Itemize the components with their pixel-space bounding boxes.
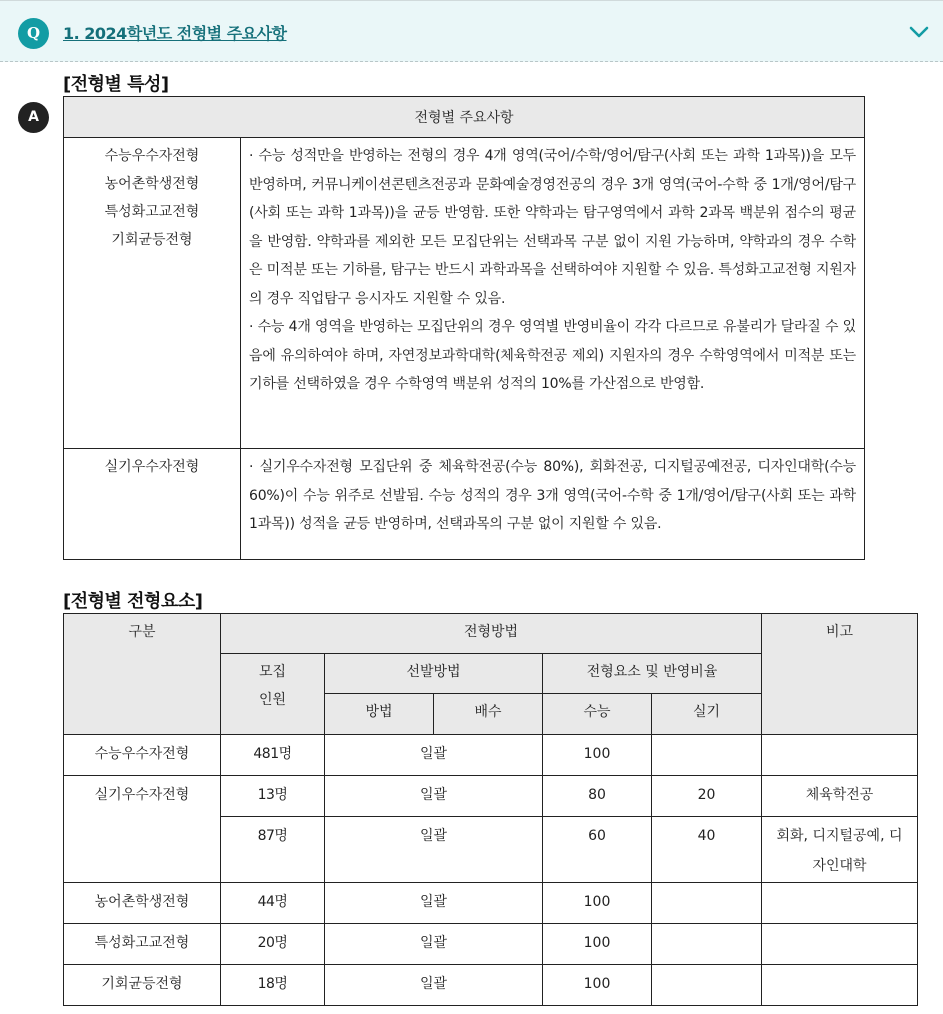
header-category: 구분 (64, 614, 221, 735)
remarks-cell (762, 924, 918, 965)
table-row (64, 138, 865, 449)
method-cell: 일괄 (325, 965, 543, 1006)
description-paragraph: · 실기우수자전형 모집단위 중 체육학전공(수능 80%), 회화전공, 디지털공예전공, 디자인대학(수능 60%)이 수능 위주로 선발됨. 수능 성적의 경우 3개 영역(국어-수학 중 1개/영어/탐구(사회 또는 과학 1과목)) 성적을 균등 반영하며, 선택과목의 구분 없이 지원할 수 있음. (249, 459, 856, 532)
characteristics-table (63, 96, 865, 560)
remarks-cell: 체육학전공 (762, 776, 918, 817)
header-method: 방법 (325, 694, 434, 735)
table-header: 전형별 주요사항 (64, 97, 865, 138)
elements-table (63, 613, 918, 1006)
category-label: 실기우수자전형 (104, 459, 200, 475)
category-label: 기회균등전형 (111, 232, 193, 248)
quota-cell: 13명 (221, 776, 325, 817)
table-row (64, 924, 918, 965)
category-cell (64, 138, 241, 449)
method-cell: 일괄 (325, 735, 543, 776)
category-cell: 농어촌학생전형 (64, 883, 221, 924)
header-practical: 실기 (652, 694, 762, 735)
header-multiple: 배수 (434, 694, 543, 735)
header-method-group: 전형방법 (221, 614, 762, 654)
header-factors: 전형요소 및 반영비율 (543, 654, 762, 694)
header-csat: 수능 (543, 694, 652, 735)
quota-cell: 18명 (221, 965, 325, 1006)
method-cell: 일괄 (325, 817, 543, 883)
table-row (64, 449, 865, 560)
category-label: 수능우수자전형 (104, 148, 200, 164)
faq-question-header[interactable] (0, 0, 943, 62)
category-label: 농어촌학생전형 (104, 176, 200, 192)
csat-cell: 100 (543, 883, 652, 924)
question-badge: Q (18, 18, 49, 49)
table-row (64, 965, 918, 1006)
remarks-cell (762, 883, 918, 924)
header-quota-line2: 인원 (258, 692, 287, 708)
header-quota-line1: 모집 (258, 664, 287, 680)
category-cell: 실기우수자전형 (64, 776, 221, 883)
practical-cell (652, 965, 762, 1006)
description-paragraph: · 수능 4개 영역을 반영하는 모집단위의 경우 영역별 반영비율이 각각 다르므로 유불리가 달라질 수 있음에 유의하여야 하며, 자연정보과학대학(체육학전공 제외) 지원자의 경우 수학영역에서 미적분 또는 기하를 선택하였을 경우 수학영역 백분위 성적의 10%를 가산점으로 반영함. (249, 319, 856, 392)
description-cell (241, 138, 865, 449)
quota-cell: 87명 (221, 817, 325, 883)
csat-cell: 100 (543, 965, 652, 1006)
table-row (64, 776, 918, 817)
table-row (64, 883, 918, 924)
description-paragraph: · 수능 성적만을 반영하는 전형의 경우 4개 영역(국어/수학/영어/탐구(사회 또는 과학 1과목))을 모두 반영하며, 커뮤니케이션콘텐츠전공과 문화예술경영전공의 경우 3개 영역(국어-수학 중 1개/영어/탐구(사회 또는 과학 1과목))을 균등 반영함. 또한 약학과는 탐구영역에서 과학 2과목 백분위 점수의 평균을 반영함. 약학과를 제외한 모든 모집단위는 선택과목 구분 없이 지원 가능하며, 약학과의 경우 수학은 미적분 또는 기하를, 탐구는 반드시 과학과목을 선택하여야 지원할 수 있음. 특성화고교전형 지원자의 경우 직업탐구 응시자도 지원할 수 있음. (249, 148, 856, 307)
practical-cell: 20 (652, 776, 762, 817)
remarks-cell (762, 735, 918, 776)
header-remarks: 비고 (762, 614, 918, 735)
table-row (64, 735, 918, 776)
quota-cell: 481명 (221, 735, 325, 776)
section-title-characteristics: [전형별 특성] (63, 74, 169, 95)
question-title-link[interactable]: 1. 2024학년도 전형별 주요사항 (63, 24, 287, 43)
practical-cell (652, 883, 762, 924)
category-cell: 특성화고교전형 (64, 924, 221, 965)
header-quota (221, 654, 325, 735)
csat-cell: 100 (543, 924, 652, 965)
quota-cell: 20명 (221, 924, 325, 965)
category-cell: 기회균등전형 (64, 965, 221, 1006)
csat-cell: 100 (543, 735, 652, 776)
practical-cell (652, 735, 762, 776)
section-title-elements: [전형별 전형요소] (63, 591, 203, 612)
category-cell: 수능우수자전형 (64, 735, 221, 776)
quota-cell: 44명 (221, 883, 325, 924)
csat-cell: 80 (543, 776, 652, 817)
category-cell (64, 449, 241, 560)
method-cell: 일괄 (325, 924, 543, 965)
chevron-down-icon[interactable] (908, 23, 930, 41)
practical-cell: 40 (652, 817, 762, 883)
method-cell: 일괄 (325, 776, 543, 817)
description-cell (241, 449, 865, 560)
remarks-cell: 회화, 디지털공예, 디자인대학 (762, 817, 918, 883)
category-label: 특성화고교전형 (104, 204, 200, 220)
remarks-cell (762, 965, 918, 1006)
csat-cell: 60 (543, 817, 652, 883)
method-cell: 일괄 (325, 883, 543, 924)
answer-badge: A (18, 102, 49, 133)
practical-cell (652, 924, 762, 965)
header-selection: 선발방법 (325, 654, 543, 694)
